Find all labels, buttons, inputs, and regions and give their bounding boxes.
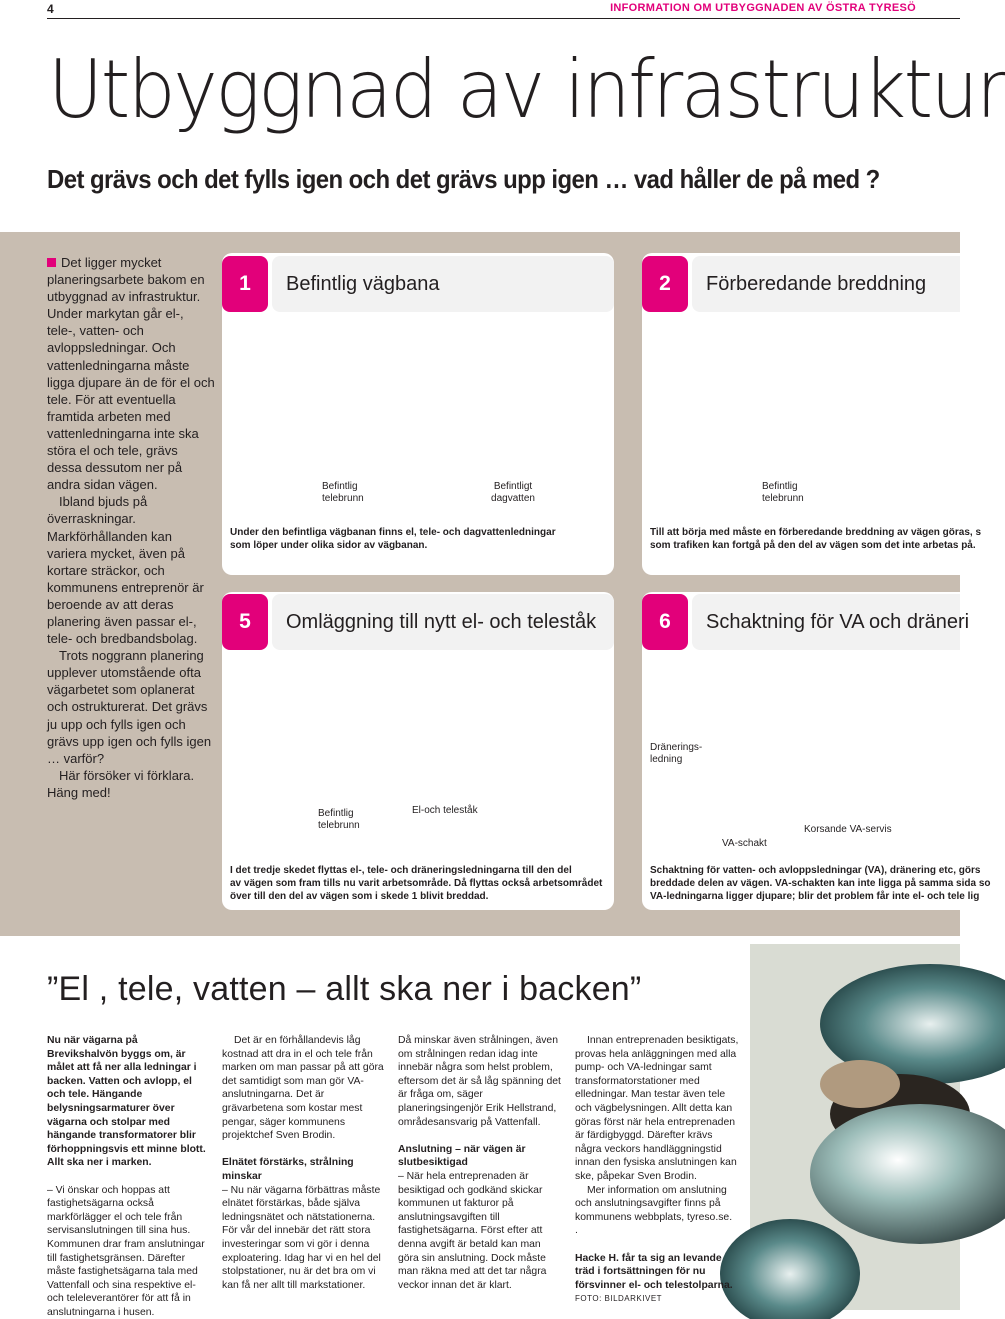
intro-paragraph-2: Ibland bjuds på överraskningar. Markförhållanden kan variera mycket, även på kortare sträckor, och kommunens entreprenör är beroende av att deras planering även passar el-, tele- och bredbandsbolag. [47,494,204,647]
svg-text:oooo: oooo [342,460,364,470]
panel-1-label-telebrunn: Befintlig telebrunn [322,481,364,504]
panel-6-label-va-schakt: VA-schakt [722,838,767,849]
panel-5-title: Omläggning till nytt el- och teleståk [272,594,614,650]
article-column-1 [47,1034,211,1319]
panel-1-number: 1 [222,256,268,312]
intro-paragraph-3: Trots noggrann planering upplever utomstående ofta vägarbetet som oplanerat och ostrukturerat. Det grävs ju upp och fylls igen och grävs upp igen och fylls igen … varför? [47,648,212,766]
intro-paragraph-4: Här försöker vi förklara. Häng med! [47,767,195,800]
panel-5-label-el-tele: El-och teleståk [412,805,478,816]
panel-5-label-telebrunn: Befintlig telebrunn [318,808,360,831]
panel-6-title: Schaktning för VA och dräneri [692,594,960,650]
photo-glass-insulators [750,944,960,1310]
panel-6-caption: Schaktning för vatten- och avloppsledningar (VA), dränering etc, görs breddade delen av vägen. VA-schakten kan inte ligga på samma sida so VA-ledningarna ligger djupare; blir det problem får inte el- och tele lig [650,865,991,902]
pull-quote: ”El , tele, vatten – allt ska ner i backen” [47,970,642,1008]
photo-credit: FOTO: BILDARKIVET [575,1294,663,1304]
car-icon [350,405,410,441]
panel-2-number: 2 [642,256,688,312]
panel-1-title: Befintlig vägbana [272,256,614,312]
intro-paragraph-1: Det ligger mycket planeringsarbete bakom en utbyggnad av infrastruktur. Under markytan går el-, tele-, vatten- och avloppsledningar. Och vattenledningarna måste ligga djupare än de för el och tele. För att eventuella framtida arbeten med vattenledningarna inte ska störa el och tele, grävs dessa dessutom ner på andra sidan vägen. [47,255,215,493]
article-paragraph: – Vi önskar och hoppas att fastighetsägarna också markförlägger el och tele från servisanslutningen till sina hus. Kommunen drar fram anslutningar till fastighetsgränsen. Därefter måste fastighetsägarna tala med Vattenfall och sina respektive el- och teleleverantörer för att få in anslutningarna i husen. [47,1184,205,1318]
panel-5-number: 5 [222,594,268,650]
article-paragraph: Innan entreprenaden besiktigats, provas hela anläggningen med alla pump- och VA-ledningar samt transformatorstationer med elledningar. Man testar även tele och vägbelysningen. Allt detta kan göras först när hela entreprenaden är färdigbyggd. Därefter krävs några veckors handläggningstid innan den fysiska anslutningen kan ske, påpekar Sven Brodin. [575,1035,739,1182]
article-lead: Nu när vägarna på Brevikshalvön byggs om, är målet att få ner alla ledningar i backen. Vatten och avlopp, el och tele. Hängande belysningsarmaturer över vägarna och stolpar med hängande transformatorer blir förhoppningsvis ett minne blott. Allt ska ner i marken. [47,1035,206,1169]
header-rule [47,18,960,19]
page-subtitle: Det grävs och det fylls igen och det grävs upp igen … vad håller de på med ? [47,164,880,194]
page-title: Utbyggnad av infrastruktur [48,43,1005,136]
panel-6-label-dranering: Dränerings- ledning [650,742,703,765]
article-paragraph: Det är en förhållandevis låg kostnad att dra in el och tele från marken om man passar på att göra det samtidigt som man gör VA-anslutningarna. Det är grävarbetena som kostar mest pengar, säger kommunens projektchef Sven Brodin. [222,1035,384,1142]
panel-2-label-telebrunn: Befintlig telebrunn [762,481,804,504]
article-column-3 [398,1034,562,1292]
panel-6-number: 6 [642,594,688,650]
panel-6-label-va-servis: Korsande VA-servis [804,824,892,835]
panel-2-title: Förberedande breddning [692,256,960,312]
intro-text [47,254,215,801]
panel-5-caption: I det tredje skedet flyttas el-, tele- och dräneringsledningarna till den del av vägen som fram tills nu varit arbetsområde. Då flyttas också arbetsområdet över till den del av vägen som i skede 1 blivit breddad. [230,865,603,902]
article-paragraph: – När hela entreprenaden är besiktigad och godkänd skickar kommunen ut fakturor på anslutningsavgiften till fastighetsägarna. Först efter att denna avgift är betald kan man göra sin anslutning. Dock måste man räkna med att det tar några veckor innan det är klart. [398,1170,547,1291]
article-subheading: Anslutning – när vägen är slutbesiktigad [398,1143,526,1169]
article-column-4 [575,1034,740,1306]
panel-2-caption: Till att börja med måste en förberedande breddning av vägen göras, s som trafiken kan fortgå på den del av vägen som det inte arbetas på. [650,527,982,551]
panel-1-caption: Under den befintliga vägbanan finns el, tele- och dagvattenledningar som löper under olika sidor av vägbanan. [230,527,556,551]
article-paragraph: Mer information om anslutning och anslutningsavgifter finns på kommunens webbplats, tyreso.se. [575,1184,733,1223]
article-paragraph: – Nu när vägarna förbättras måste elnätet förstärkas, både själva ledningsnätet och nätstationerna. För vår del innebär det rätt stora investeringar som vi gör i denna exploatering. Idag har vi en hel del stolpstationer, nu är det bra om vi kan få ner allt till markstationer. [222,1184,381,1291]
page-number: 4 [47,2,54,16]
running-head: INFORMATION OM UTBYGGNADEN AV ÖSTRA TYRESÖ [610,2,916,14]
photo-caption: Hacke H. får ta sig an levande träd i fortsättningen för nu försvinner el- och telestolparna. [575,1252,733,1291]
svg-text:oooo: oooo [772,460,794,470]
article-subheading: Elnätet förstärks, strålning minskar [222,1157,354,1182]
panel-1-label-dagvatten: Befintligt dagvatten [491,481,535,504]
article-paragraph: Då minskar även strålningen, även om strålningen redan idag inte innebär några som helst problem, eftersom det är så låg spänning det är fråga om, säger planeringsingenjör Erik Hellstrand, områdesansvarig på Vattenfall. [398,1035,561,1128]
article-column-2 [222,1034,386,1292]
bullet-square-icon [47,258,56,267]
article-paragraph: . [575,1225,578,1237]
